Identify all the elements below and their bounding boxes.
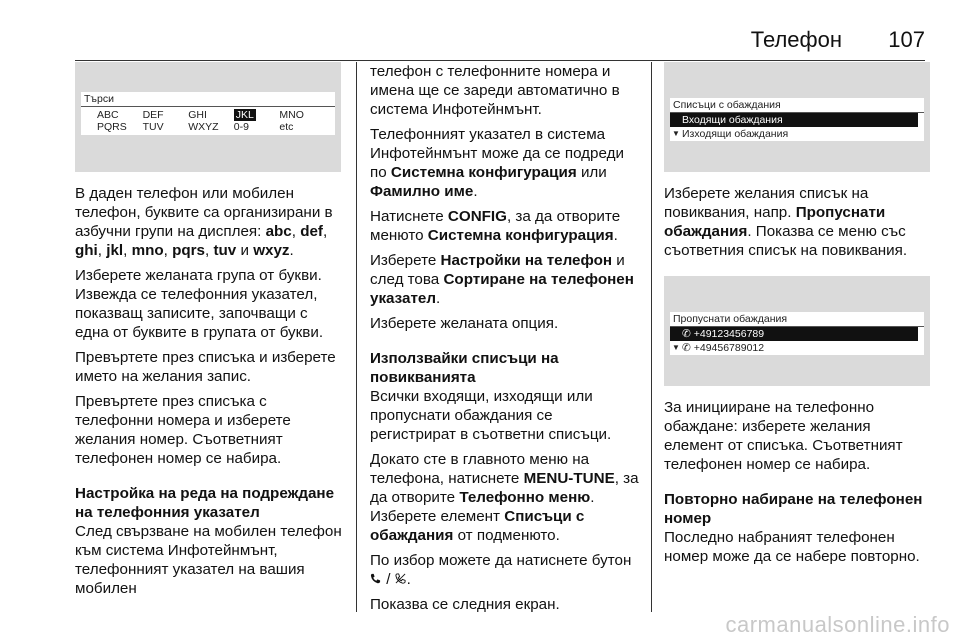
letter-group: PQRS bbox=[97, 121, 127, 133]
phone-hangup-icon bbox=[395, 570, 407, 589]
letter-group: DEF bbox=[142, 109, 164, 121]
missed-calls-title: Пропуснати обаждания bbox=[670, 312, 924, 327]
list-item-selected: ✆ +49123456789 bbox=[670, 327, 918, 341]
column-divider bbox=[356, 62, 357, 612]
paragraph: Превъртете през списъка и изберете името на желания запис. bbox=[75, 349, 336, 385]
screenshot-search bbox=[75, 62, 341, 172]
letter-group: TUV bbox=[142, 121, 164, 133]
letter-group-selected: JKL bbox=[235, 109, 254, 121]
screenshot-missed-calls bbox=[664, 276, 930, 386]
header-rule bbox=[75, 60, 925, 61]
search-screen-title: Търси bbox=[81, 92, 335, 107]
watermark: carmanualsonline.info bbox=[725, 612, 950, 637]
section-heading: Повторно набиране на телефонен номер bbox=[664, 491, 923, 527]
column-2 bbox=[370, 62, 640, 620]
letter-group: WXYZ bbox=[188, 121, 219, 133]
paragraph: телефон с телефонните номера и имена ще се зареди автоматично в система Инфотейнмънт. bbox=[370, 63, 620, 118]
paragraph: Показва се следния екран. bbox=[370, 596, 560, 613]
paragraph: За иницииране на телефонно обаждане: изберете желания елемент от списъка. Съответният телефонен номер се набира. bbox=[664, 399, 903, 473]
search-screen bbox=[81, 92, 335, 135]
missed-calls-screen bbox=[670, 312, 924, 355]
paragraph: Изберете желаната група от букви. Извежда се телефонния указател, показващ записите, започващи с една от буквите в групата от букви. bbox=[75, 267, 324, 341]
triangle-down-icon: ▼ bbox=[672, 129, 680, 138]
section-heading: Настройка на реда на подреждане на телефонния указател bbox=[75, 485, 335, 521]
page-title: Телефон bbox=[750, 27, 842, 52]
letter-group: GHI bbox=[188, 109, 207, 121]
paragraph: Изберете желания списък на повиквания, напр. Пропуснати обаждания. Показва се меню със съответния списък на повиквания. bbox=[664, 185, 908, 259]
triangle-down-icon: ▼ bbox=[672, 343, 680, 352]
letter-group: ABC bbox=[97, 109, 119, 121]
paragraph: Натиснете CONFIG, за да отворите менюто Системна конфигурация. bbox=[370, 208, 621, 244]
list-item: ▼ Изходящи обаждания bbox=[672, 128, 789, 140]
column-divider bbox=[651, 62, 652, 612]
letter-group: 0-9 bbox=[233, 121, 249, 133]
paragraph: Изберете Настройки на телефон и след това Сортиране на телефонен указател. bbox=[370, 252, 634, 307]
missed-call-icon: ✆ bbox=[682, 342, 694, 354]
call-lists-title: Списъци с обаждания bbox=[670, 98, 924, 113]
column-1 bbox=[75, 62, 345, 604]
letter-group: etc bbox=[279, 121, 294, 133]
paragraph: След свързване на мобилен телефон към система Инфотейнмънт, телефонният указател на вашия мобилен bbox=[75, 523, 342, 597]
list-item: ▼ ✆ +49456789012 bbox=[672, 342, 765, 354]
screenshot-call-lists bbox=[664, 62, 930, 172]
paragraph: Превъртете през списъка с телефонни номера и изберете желания номер. Съответният телефонен номер се набира. bbox=[75, 393, 291, 467]
page-number: 107 bbox=[888, 27, 925, 52]
list-item-selected: Входящи обаждания bbox=[670, 113, 918, 127]
paragraph: Телефонният указател в система Инфотейнмънт може да се подреди по Системна конфигурация или Фамилно име. bbox=[370, 126, 624, 200]
paragraph: Всички входящи, изходящи или пропуснати обаждания се регистрират в съответни списъци. bbox=[370, 388, 612, 443]
letter-group-grid bbox=[81, 107, 335, 135]
page-header bbox=[0, 0, 960, 60]
section-heading: Използвайки списъци на повикванията bbox=[370, 350, 559, 386]
paragraph: Изберете желаната опция. bbox=[370, 315, 559, 332]
call-lists-screen bbox=[670, 98, 924, 141]
column-3 bbox=[664, 62, 926, 572]
paragraph: Последно набраният телефонен номер може да се набере повторно. bbox=[664, 529, 920, 565]
letter-group: MNO bbox=[279, 109, 304, 121]
paragraph: По избор можете да натиснете бутон / . bbox=[370, 552, 632, 588]
missed-call-icon: ✆ bbox=[682, 328, 694, 340]
phone-icon bbox=[370, 570, 382, 589]
paragraph: В даден телефон или мобилен телефон, буквите са организирани в азбучни групи на дисплея: abc, def, ghi, jkl, mno, pqrs, tuv и wxyz. bbox=[75, 185, 333, 259]
paragraph: Докато сте в главното меню на телефона, натиснете MENU-TUNE, за да отворите Телефонно меню. Изберете елемент Списъци с обаждания от подменюто. bbox=[370, 451, 639, 544]
